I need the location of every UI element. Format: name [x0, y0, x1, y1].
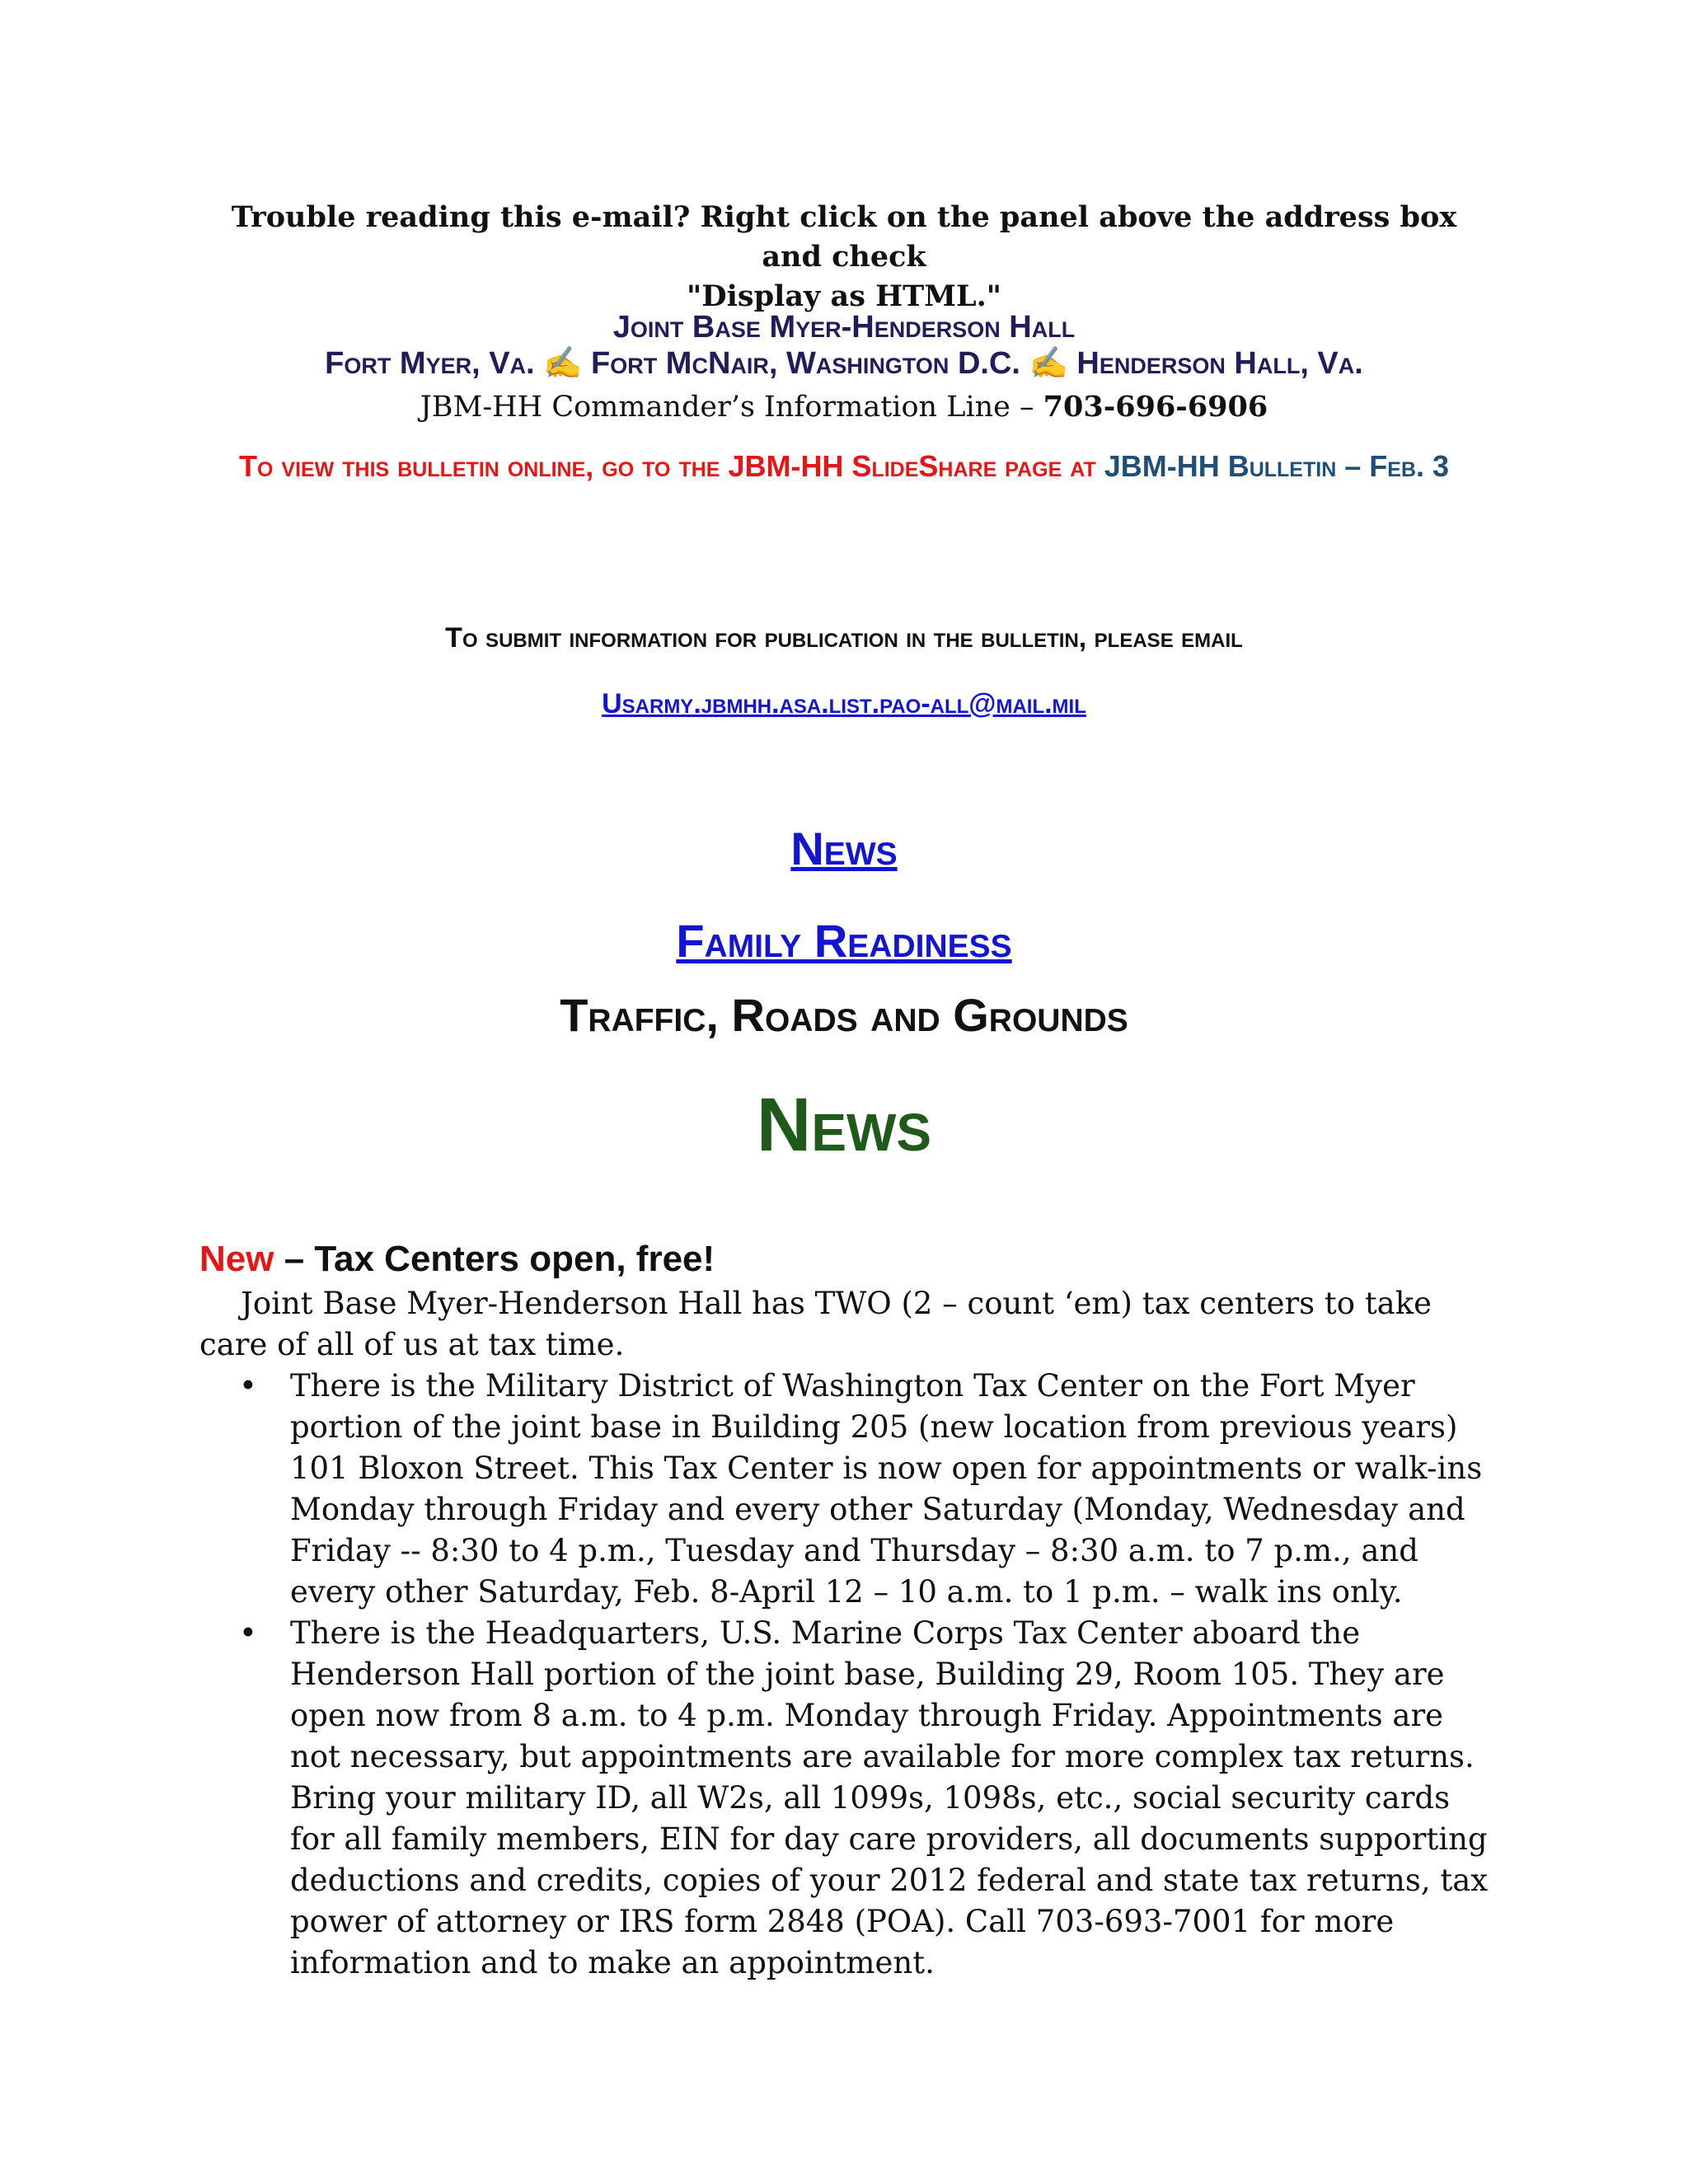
org-locations: Fort Myer, Va. ✍ Fort McNair, Washington D.C. ✍ Henderson Hall, Va. — [325, 346, 1363, 381]
story-intro: Joint Base Myer-Henderson Hall has TWO (2 – count ‘em) tax centers to take care of all of us at tax time. — [199, 1286, 1432, 1362]
section-title-news: News — [756, 1083, 932, 1167]
submit-email-wrap — [165, 686, 1523, 722]
nav-link-news[interactable]: News — [790, 823, 898, 874]
list-item — [199, 1613, 1502, 1984]
nav-link-family-readiness[interactable]: Family Readiness — [676, 915, 1012, 967]
submit-email-link[interactable]: Usarmy.jbmhh.asa.list.pao-all@mail.mil — [602, 688, 1086, 719]
view-online-notice — [198, 449, 1490, 484]
nav-item-traffic: Traffic, Roads and Grounds — [560, 989, 1128, 1041]
info-line-label: JBM-HH Commander’s Information Line – — [420, 391, 1043, 424]
slideshare-link[interactable]: JBM-HH Bulletin – Feb. 3 — [1104, 449, 1450, 483]
info-line — [132, 387, 1556, 427]
submit-notice: To submit information for publication in the bulletin, please email — [445, 622, 1243, 654]
nav-item-news — [165, 823, 1523, 875]
bullet-icon: • — [239, 1615, 257, 1651]
bullet-text-mdw: There is the Military District of Washington Tax Center on the Fort Myer portion of the joint base in Building 205 (new location from previous years) 101 Bloxon Street. This Tax Center is now open for appointments or walk-ins Monday through Friday and every other Saturday (Monday, Wednesday and Friday -- 8:30 to 4 p.m., Tuesday and Thursday – 8:30 a.m. to 7 p.m., and every other Saturday, Feb. 8-April 12 – 10 a.m. to 1 p.m. – walk ins only. — [290, 1368, 1483, 1610]
story-title — [199, 1236, 1518, 1282]
trouble-line-1: Trouble reading this e-mail? Right click on the panel above the address box and check — [231, 200, 1457, 274]
nav-item-family-readiness — [165, 915, 1523, 968]
trouble-line-2: "Display as HTML." — [686, 279, 1001, 313]
bullet-icon: • — [239, 1368, 257, 1404]
story-title-text: – Tax Centers open, free! — [274, 1239, 715, 1279]
list-item — [199, 1366, 1502, 1613]
trouble-reading-notice — [198, 198, 1490, 316]
view-online-prefix: To view this bulletin online, go to the JBM-HH SlideShare page at — [238, 449, 1104, 483]
new-tag: New — [199, 1239, 274, 1279]
bullet-text-usmc: There is the Headquarters, U.S. Marine Corps Tax Center aboard the Henderson Hall portion of the joint base, Building 29, Room 105. They are open now from 8 a.m. to 4 p.m. Monday through Friday. Appointments are not necessary, but appointments are available for more complex tax returns. Bring your military ID, all W2s, all 1099s, 1098s, etc., social security cards for all family members, EIN for day care providers, all documents supporting deductions and credits, copies of your 2012 federal and state tax returns, tax power of attorney or IRS form 2848 (POA). Call 703-693-7001 for more information and to make an appointment. — [290, 1615, 1489, 1980]
story-bullet-list — [199, 1366, 1502, 1984]
info-line-phone: 703-696-6906 — [1043, 390, 1268, 424]
org-name: Joint Base Myer-Henderson Hall — [612, 310, 1076, 344]
org-header — [132, 309, 1556, 382]
